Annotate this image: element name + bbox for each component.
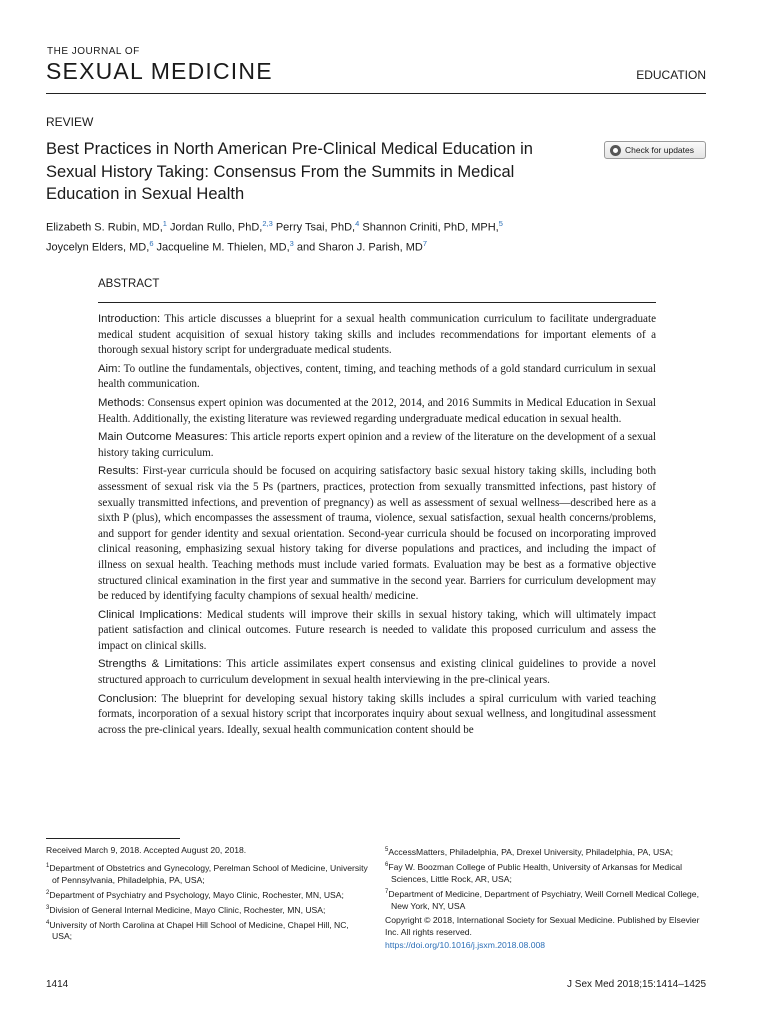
affiliation-footnote (385, 886, 707, 912)
author-name: Jacqueline M. Thielen, MD, (156, 241, 290, 254)
abstract-label: Strengths & Limitations: (98, 658, 222, 671)
affiliation-footnote (46, 860, 368, 886)
doi-link[interactable]: https://doi.org/10.1016/j.jsxm.2018.08.008 (385, 939, 546, 950)
author-name: Perry Tsai, PhD, (275, 221, 356, 234)
abstract-label: Clinical Implications: (98, 608, 203, 621)
abstract-heading: ABSTRACT (98, 278, 160, 290)
abstract-label: Aim: (98, 362, 121, 375)
abstract-aim (98, 362, 656, 393)
check-for-updates-label: Check for updates (625, 145, 694, 155)
abstract-methods (98, 396, 656, 427)
footnotes-right-column (385, 844, 707, 955)
affiliation-link[interactable]: 7 (422, 238, 427, 248)
abstract-introduction (98, 312, 656, 359)
footnote-text: University of North Carolina at Chapel Hill School of Medicine, Chapel Hill, NC, USA; (49, 919, 349, 942)
journal-name-top: THE JOURNAL OF (47, 46, 140, 57)
journal-citation: J Sex Med 2018;15:1414–1425 (567, 979, 706, 990)
header-rule (46, 93, 706, 94)
article-type: REVIEW (46, 115, 94, 129)
copyright-notice: Copyright © 2018, International Society for Sexual Medicine. Published by Elsevier Inc. All rights reserved. (385, 914, 700, 937)
affiliation-link[interactable]: 2,3 (262, 219, 273, 228)
abstract-label: Introduction: (98, 313, 161, 325)
abstract-results (98, 464, 656, 604)
footnotes-left-column (46, 844, 368, 943)
author-list (46, 216, 706, 255)
footnote-text: Division of General Internal Medicine, Mayo Clinic, Rochester, MN, USA; (49, 904, 326, 915)
footnote-number: 1 (46, 863, 50, 869)
affiliation-footnote (46, 902, 368, 916)
abstract-text: Consensus expert opinion was documented at the 2012, 2014, and 2016 Summits in Medical Education in Sexual Health. Additionally, the existing literature was reviewed regarding undergraduate medical education in sexual health. (98, 396, 656, 425)
page-number: 1414 (46, 979, 69, 990)
footnote-number: 4 (46, 919, 50, 926)
author-name: and Sharon J. Parish, MD (296, 241, 423, 254)
abstract-label: Results: (98, 465, 139, 478)
affiliation-footnote (46, 887, 368, 901)
affiliation-link[interactable]: 6 (149, 238, 154, 248)
abstract-text: To outline the fundamentals, objectives, content, timing, and teaching methods of a gold standard curriculum in sexual health communication. (98, 362, 657, 391)
abstract-text: This article reports expert opinion and a review of the literature on the development of a sexual history taking curriculum. (98, 431, 657, 459)
received-dates: Received March 9, 2018. Accepted August 20, 2018. (46, 845, 247, 855)
article-title: Best Practices in North American Pre-Clinical Medical Education in Sexual History Taking: Consensus From the Summits in Medical Education in Sexual Health (46, 140, 533, 203)
crossmark-icon (610, 145, 621, 156)
abstract-clinical-implications (98, 608, 656, 655)
footnote-text: Department of Psychiatry and Psychology, Mayo Clinic, Rochester, MN, USA; (49, 889, 344, 900)
check-for-updates-button[interactable] (604, 141, 706, 159)
footnote-number: 7 (385, 888, 389, 895)
author-name: Joycelyn Elders, MD, (46, 241, 150, 254)
footnote-text: Department of Medicine, Department of Psychiatry, Weill Cornell Medical College, New York, NY, USA (388, 888, 699, 911)
abstract-text: First-year curricula should be focused on acquiring satisfactory basic sexual history taking skills, including both assessment of sexual risk via the 5 Ps (partners, practices, protection from sexually transmitted infections, past history of sexually transmitted infections, and prevention of pregnancy) as well as assessment of sexual wellness—described here as a sixth P (plus), which encompasses the assessment of trauma, violence, sexual satisfaction, sexual health concerns/problems, and support for gender identity and sexual orientation. Second-year curricula should be focused on incorporating improved clinical reasoning, emphasizing sexual history taking for diverse populations and practices, and including the impact of illness on sexual health. Teaching methods must include varied formats. Evaluation may be best as a formative objective structured clinical examination in the first year and summative in the second year. Barriers for curriculum development may be reduced by identifying faculty champions of sexual health/ medicine. (98, 465, 656, 603)
footnote-text: Fay W. Boozman College of Public Health, University of Arkansas for Medical Sciences, Little Rock, AR, USA; (388, 861, 683, 884)
abstract-outcome-measures (98, 430, 656, 461)
abstract-rule (98, 302, 656, 303)
affiliation-footnote (385, 844, 707, 858)
affiliation-link[interactable]: 4 (355, 219, 360, 228)
abstract-text: This article discusses a blueprint for a sexual health communication curriculum to facilitate undergraduate medical student acquisition of sexual history taking skills and includes recommendations for important elements of a thorough sexual history script for undergraduate medical students. (98, 313, 656, 357)
abstract-body (98, 312, 656, 741)
abstract-text: Medical students will improve their skills in sexual history taking, which will ultimately impact patient satisfaction and clinical outcomes. Future research is needed to validate this proposed curriculum and assess the impact on clinical skills. (98, 608, 656, 652)
author-name: Jordan Rullo, PhD, (170, 221, 263, 234)
abstract-text: This article assimilates expert consensus and existing clinical guidelines to provide a novel structured approach to curriculum development in sexual health interviewing in the pre-clinical years. (98, 658, 656, 687)
author-name: Elizabeth S. Rubin, MD, (46, 221, 163, 234)
footnote-text: AccessMatters, Philadelphia, PA, Drexel University, Philadelphia, PA, USA; (388, 846, 674, 857)
affiliation-footnote (385, 859, 707, 885)
abstract-label: Conclusion: (98, 692, 158, 705)
author-name: Shannon Criniti, PhD, MPH, (362, 221, 499, 234)
section-label: EDUCATION (636, 68, 706, 82)
footnote-number: 6 (385, 861, 389, 868)
abstract-text: The blueprint for developing sexual history taking skills includes a spiral curriculum with varied teaching formats, incorporation of a sexual history script that incorporates inquiry about sexual wellness, and longitudinal assessment across the pre-clinical years. Ideally, sexual health communication content should be (98, 692, 656, 736)
affiliation-link[interactable]: 1 (162, 219, 167, 228)
footnote-rule (46, 838, 180, 839)
footnote-number: 2 (46, 889, 50, 896)
affiliation-link[interactable]: 3 (289, 238, 294, 248)
affiliation-link[interactable]: 5 (498, 219, 503, 228)
affiliation-footnote (46, 917, 368, 943)
abstract-conclusion (98, 692, 656, 739)
abstract-label: Methods: (98, 396, 145, 409)
journal-name-main: SEXUAL MEDICINE (46, 58, 273, 84)
footnote-number: 3 (46, 904, 50, 911)
abstract-label: Main Outcome Measures: (98, 431, 228, 444)
abstract-strengths-limitations (98, 657, 656, 688)
footnote-text: Department of Obstetrics and Gynecology, Perelman School of Medicine, University of Pennsylvania, Philadelphia, PA, USA; (49, 862, 368, 885)
footnote-number: 5 (385, 847, 389, 853)
